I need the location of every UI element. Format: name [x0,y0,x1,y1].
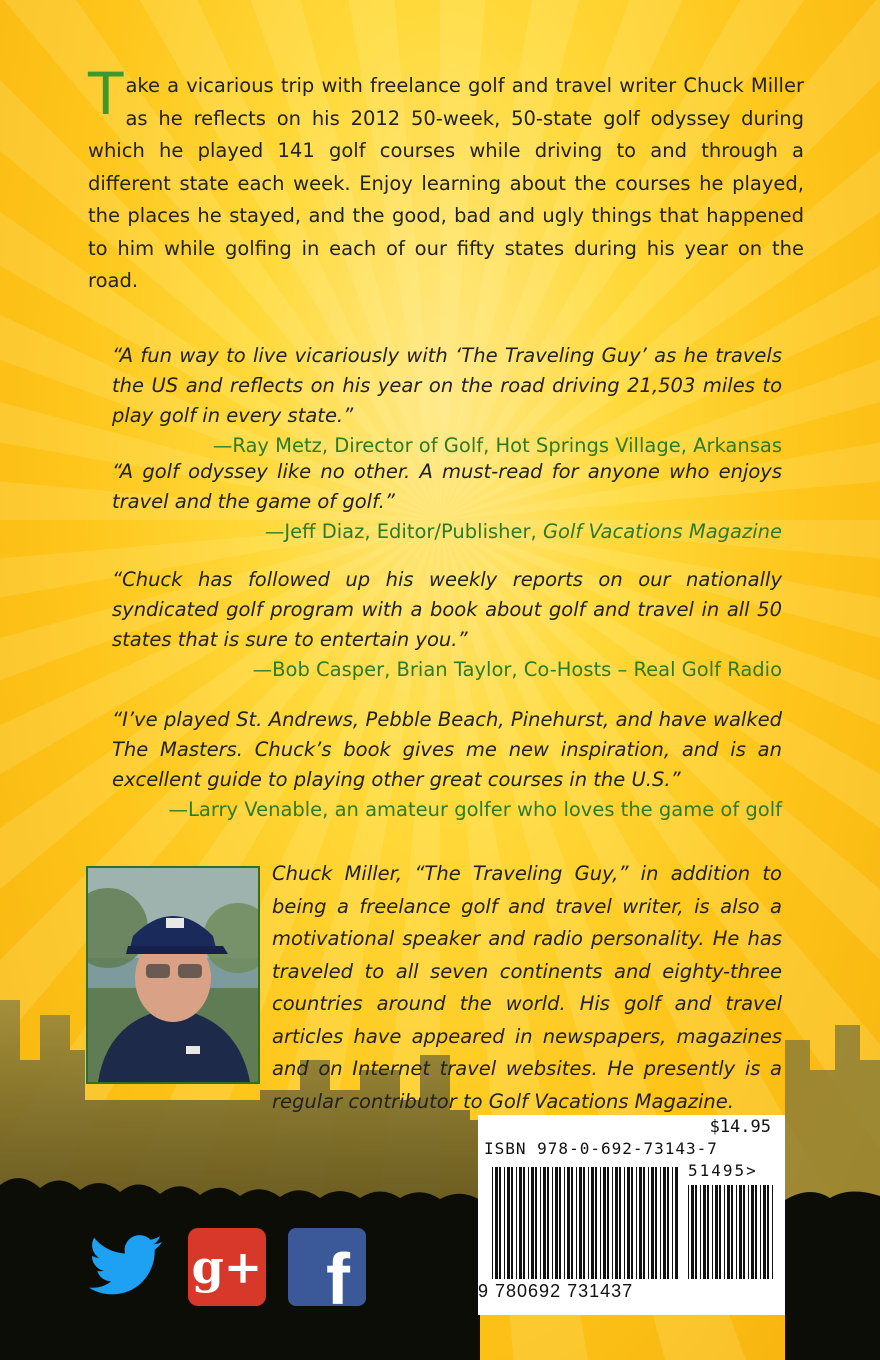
barcode-bar [619,1167,621,1279]
intro-text: ake a vicarious trip with freelance golf and travel writer Chuck Miller as he reflects on his 2012 50-week, 50-state golf odyssey during which he played 141 golf courses while driving to and through a different state each week. Enjoy learning about the courses he played, the places he stayed, and the good, bad and ugly things that happened to him while golfing in each of our fifty states during his year on the road. [88,74,804,292]
quote-4 [112,705,782,825]
attribution-text: —Ray Metz, Director of Golf, Hot Springs Village, Arkansas [212,434,782,457]
barcode-bar [688,1185,689,1279]
author-portrait-illustration [88,868,258,1082]
barcode-bar [540,1167,541,1279]
quote-attribution [112,655,782,685]
attribution-text: —Larry Venable, an amateur golfer who loves the game of golf [168,798,782,821]
facebook-badge [288,1228,366,1306]
barcode-bars [478,1115,785,1285]
barcode-bar [519,1167,522,1279]
twitter-icon [88,1228,166,1306]
barcode-bar [755,1185,757,1279]
barcode-bar [715,1185,718,1279]
barcode-bar [648,1167,649,1279]
barcode-bar [531,1167,534,1279]
barcode-bar [736,1185,737,1279]
barcode-bar [712,1185,713,1279]
facebook-icon [288,1228,366,1306]
barcode-bar [772,1185,773,1279]
facebook-label: f [326,1240,350,1306]
twitter-bird-icon [88,1228,166,1306]
barcode-bar [739,1185,742,1279]
barcode-bar [595,1167,597,1279]
quote-attribution [112,795,782,825]
google-plus-badge [188,1228,266,1306]
barcode-bar [528,1167,529,1279]
barcode-bar [751,1185,754,1279]
barcode-bar [499,1167,501,1279]
barcode-bar [639,1167,642,1279]
barcode-bar [583,1167,585,1279]
barcode-bar [663,1167,666,1279]
barcode-bar [552,1167,553,1279]
barcode-bar [492,1167,493,1279]
attribution-text: —Bob Casper, Brian Taylor, Co-Hosts – Real Golf Radio [252,658,782,681]
barcode-bar [591,1167,594,1279]
ground-silhouette-right [785,1191,880,1360]
author-photo [86,866,260,1084]
author-bio: Chuck Miller, “The Traveling Guy,” in addition to being a freelance golf and travel writer, is also a motivational speaker and radio personality. He has traveled to all seven continents and eighty-three countries around the world. His golf and travel articles have appeared in newspapers, magazines and on Internet travel websites. He presently is a regular contributor to Golf Vacations Magazine. [272,862,782,1113]
barcode-bar [600,1167,601,1279]
barcode-bar [624,1167,625,1279]
ean-digits: 9 780692 731437 [478,1281,634,1301]
quote-text: “A fun way to live vicariously with ‘The Traveling Guy’ as he travels the US and reflects on his year on the road driving 21,503 miles to play golf in every state.” [112,344,782,427]
barcode-bar [627,1167,630,1279]
barcode-bar [760,1185,761,1279]
barcode-bar [636,1167,637,1279]
barcode-bar [660,1167,661,1279]
barcode-bar [707,1185,709,1279]
barcode-bar [507,1167,510,1279]
barcode-bar [559,1167,561,1279]
attribution-italic: Golf Vacations Magazine [542,520,782,543]
intro-paragraph [88,60,804,298]
barcode-bar [651,1167,654,1279]
google-plus-icon [188,1228,266,1306]
quote-text: “Chuck has followed up his weekly reports on our nationally syndicated golf program with a book about golf and travel in all 50 states that is sure to entertain you.” [112,568,782,651]
quote-text: “I’ve played St. Andrews, Pebble Beach, Pinehurst, and have walked The Masters. Chuck’s book gives me new inspiration, and is an excellent guide to playing other great courses in the U.S.” [112,708,782,791]
quote-3 [112,565,782,685]
barcode-bar [567,1167,570,1279]
barcode-bar [555,1167,558,1279]
barcode-bar [695,1185,697,1279]
quote-attribution [112,517,782,547]
barcode-bar [643,1167,645,1279]
quote-1 [112,341,782,461]
barcode-bar [603,1167,606,1279]
barcode-bar [691,1185,694,1279]
barcode-bar [724,1185,725,1279]
quote-2 [112,457,782,547]
barcode-bar [672,1167,673,1279]
barcode-bar [767,1185,769,1279]
barcode-bar [547,1167,549,1279]
barcode-bar [719,1185,721,1279]
barcode-bar [667,1167,669,1279]
attribution-text: —Jeff Diaz, Editor/Publisher, [264,520,543,543]
barcode-bar [631,1167,633,1279]
drop-cap: T [88,60,124,128]
barcode-bar [543,1167,546,1279]
barcode-bar [607,1167,609,1279]
isbn-barcode [478,1115,785,1315]
barcode-bar [535,1167,537,1279]
isbn-label: ISBN 978-0-692-73143-7 [484,1139,718,1158]
barcode-bar [511,1167,513,1279]
barcode-bar [763,1185,766,1279]
price-bars [688,1185,773,1279]
google-plus-label: g+ [191,1240,263,1294]
price-label: $14.95 [709,1117,771,1137]
barcode-bar [588,1167,589,1279]
barcode-bar [504,1167,505,1279]
barcode-bar [516,1167,517,1279]
barcode-bar [564,1167,565,1279]
barcode-bar [703,1185,706,1279]
barcode-bar [571,1167,573,1279]
barcode-bar [731,1185,733,1279]
barcode-bar [495,1167,498,1279]
quote-text: “A golf odyssey like no other. A must-read for anyone who enjoys travel and the game of golf.” [112,460,782,513]
price-code-label: 51495> [688,1161,758,1180]
barcode-bar [727,1185,730,1279]
barcode-bar [612,1167,613,1279]
barcode-bar [576,1167,577,1279]
barcode-bar [655,1167,657,1279]
barcode-bar [700,1185,701,1279]
barcode-bar [579,1167,582,1279]
ean-bars [492,1167,678,1279]
barcode-bar [615,1167,618,1279]
barcode-bar [748,1185,749,1279]
barcode-bar [675,1167,678,1279]
barcode-bar [523,1167,525,1279]
barcode-bar [743,1185,745,1279]
